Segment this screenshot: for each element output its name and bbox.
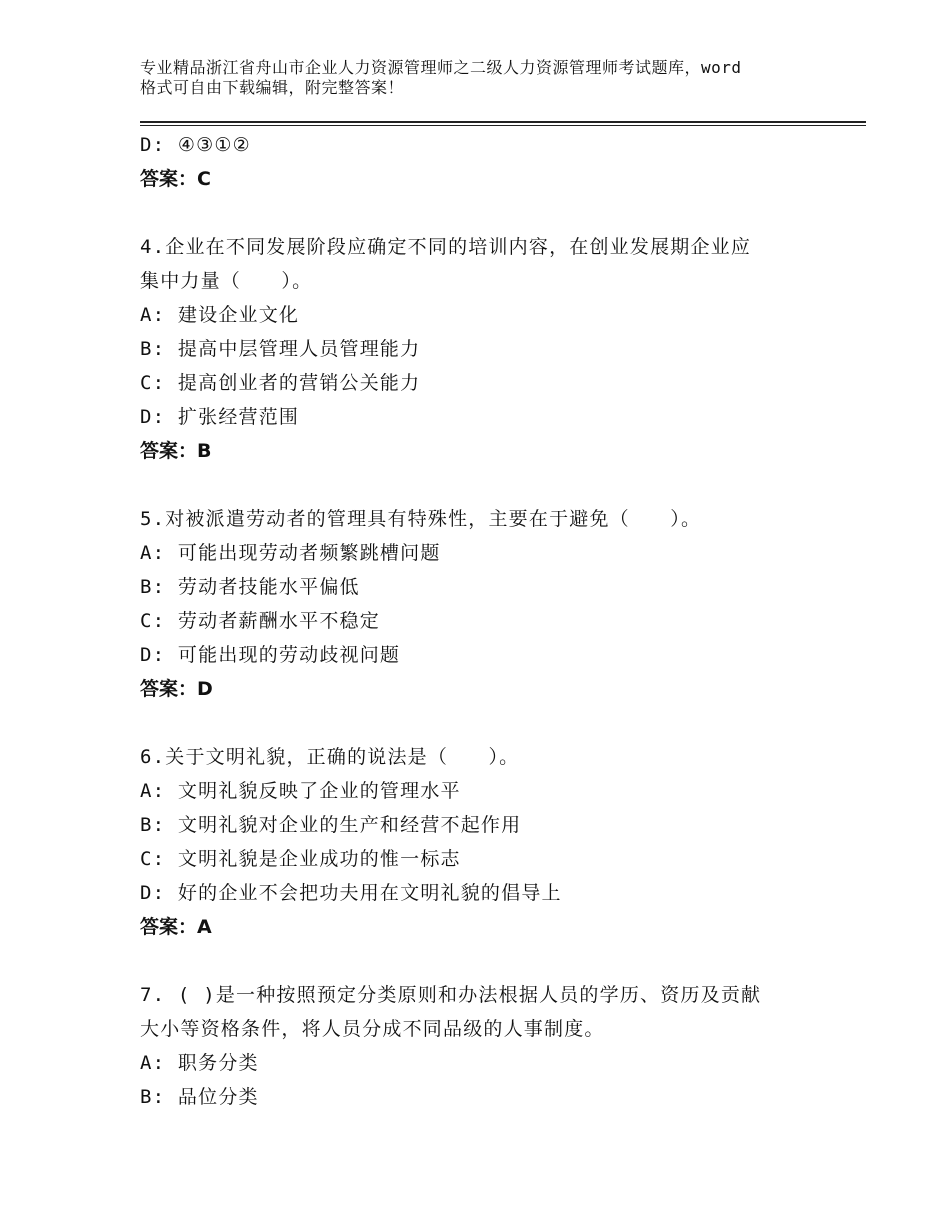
spacer bbox=[140, 944, 820, 978]
option-c: C: 劳动者薪酬水平不稳定 bbox=[140, 610, 380, 632]
option-d: D: 好的企业不会把功夫用在文明礼貌的倡导上 bbox=[140, 882, 562, 904]
question-stem: 大小等资格条件，将人员分成不同品级的人事制度。 bbox=[140, 1018, 605, 1040]
question-stem: 6.关于文明礼貌，正确的说法是（ ）。 bbox=[140, 746, 520, 768]
option-a: A: 建设企业文化 bbox=[140, 304, 300, 326]
option-a: A: 可能出现劳动者频繁跳槽问题 bbox=[140, 542, 441, 564]
header-rule-thick bbox=[140, 121, 866, 123]
header-rule-thin bbox=[140, 125, 866, 126]
spacer bbox=[140, 706, 820, 740]
question-stem: 7. ( )是一种按照预定分类原则和办法根据人员的学历、资历及贡献 bbox=[140, 984, 762, 1006]
document-header bbox=[140, 58, 830, 98]
question-7 bbox=[140, 978, 820, 1114]
prev-answer: 答案：C bbox=[140, 168, 211, 190]
option-c: C: 文明礼貌是企业成功的惟一标志 bbox=[140, 848, 461, 870]
question-stem: 4.企业在不同发展阶段应确定不同的培训内容，在创业发展期企业应 bbox=[140, 236, 752, 258]
question-stem: 5.对被派遣劳动者的管理具有特殊性，主要在于避免（ ）。 bbox=[140, 508, 702, 530]
answer: 答案：D bbox=[140, 678, 213, 700]
question-stem: 集中力量（ ）。 bbox=[140, 270, 313, 292]
prev-option-d: D: ④③①② bbox=[140, 134, 251, 156]
option-a: A: 文明礼貌反映了企业的管理水平 bbox=[140, 780, 461, 802]
header-line-2: 格式可自由下载编辑，附完整答案！ bbox=[140, 78, 405, 97]
option-c: C: 提高创业者的营销公关能力 bbox=[140, 372, 421, 394]
document-body bbox=[140, 128, 820, 1114]
question-5 bbox=[140, 502, 820, 706]
question-6 bbox=[140, 740, 820, 944]
question-4 bbox=[140, 230, 820, 468]
option-b: B: 品位分类 bbox=[140, 1086, 259, 1108]
header-line-1: 专业精品浙江省舟山市企业人力资源管理师之二级人力资源管理师考试题库，word bbox=[140, 58, 742, 77]
spacer bbox=[140, 196, 820, 230]
option-d: D: 扩张经营范围 bbox=[140, 406, 300, 428]
option-a: A: 职务分类 bbox=[140, 1052, 259, 1074]
option-b: B: 文明礼貌对企业的生产和经营不起作用 bbox=[140, 814, 522, 836]
option-b: B: 劳动者技能水平偏低 bbox=[140, 576, 360, 598]
option-d: D: 可能出现的劳动歧视问题 bbox=[140, 644, 401, 666]
answer: 答案：A bbox=[140, 916, 212, 938]
spacer bbox=[140, 468, 820, 502]
option-b: B: 提高中层管理人员管理能力 bbox=[140, 338, 421, 360]
answer: 答案：B bbox=[140, 440, 212, 462]
